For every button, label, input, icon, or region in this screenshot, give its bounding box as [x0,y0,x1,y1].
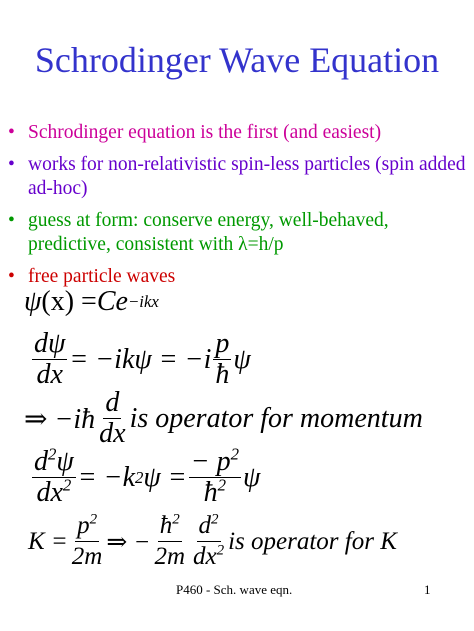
slide-title: Schrodinger Wave Equation [34,40,440,80]
equation-first-derivative: $\frac{d\psi}{dx}$ = −ikψ = −i $\frac{p}{ħ}$ ψ [34,328,251,390]
equation-kinetic-energy-operator: K = $\frac{p^2}{2m}$ ⇒ − $\frac{ħ^2}{2m}$ $\frac{d^2}{dx^2}$ is operator for K [28,511,397,570]
footer-caption: P460 - Sch. wave eqn. [176,582,293,597]
equation-second-derivative: $\frac{d^2\psi}{dx^2}$ = −k 2 ψ = $\frac{- p^2}{ħ^2}$ ψ [34,444,261,508]
equation-momentum-operator: ⇒ −iħ $\frac{d}{dx}$ is operator for momentum [24,387,423,449]
slide-number: 1 [424,582,431,597]
bullet-item-4: • free particle waves [8,266,176,287]
equation-wavefunction: ψ (x) = Ce −ikx [24,286,159,317]
bullet-item-2: • works for non-relativistic spin-less particles (spin added ad-hoc) [8,154,466,199]
bullet-list [6,121,468,297]
bullet-item-3: • guess at form: conserve energy, well-behaved, predictive, consistent with λ=h/p [8,210,389,255]
bullet-item-1: • Schrodinger equation is the first (and easiest) [8,122,382,143]
